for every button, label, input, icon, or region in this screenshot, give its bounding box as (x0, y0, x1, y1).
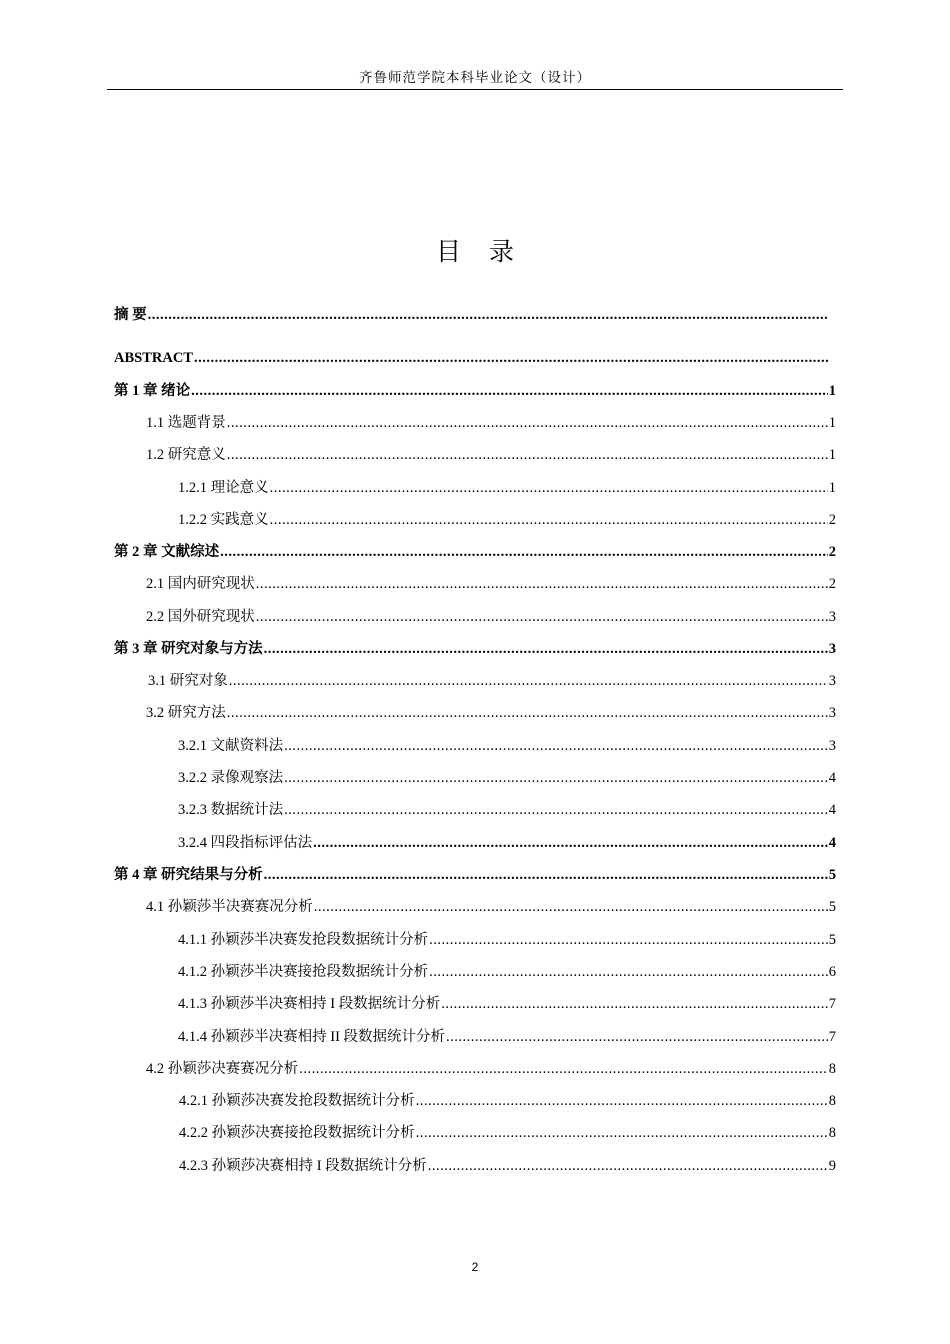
toc-dot-leader (284, 799, 828, 821)
toc-dot-leader (313, 832, 828, 854)
toc-entry-label: 3.1 研究对象 (148, 673, 228, 689)
toc-entry-label: 3.2 研究方法 (146, 705, 226, 721)
toc-dot-leader (264, 638, 828, 660)
toc-entry[interactable] (0, 961, 836, 983)
toc-entry[interactable] (0, 832, 836, 854)
toc-entry[interactable] (0, 444, 836, 466)
toc-entry-page: 1 (828, 415, 836, 431)
toc-dot-leader (284, 735, 828, 757)
toc-entry-label: 2.1 国内研究现状 (146, 576, 255, 592)
toc-entry-label: 1.1 选题背景 (146, 415, 226, 431)
toc-dot-leader (256, 606, 828, 628)
toc-entry-page: 1 (828, 447, 836, 463)
toc-entry-page: 4 (828, 835, 836, 851)
toc-dot-leader (256, 573, 828, 595)
toc-entry-page: 3 (828, 738, 836, 754)
toc-dot-leader (428, 1155, 828, 1177)
toc-entry-page: 8 (828, 1125, 836, 1141)
toc-entry-label: 4.1.1 孙颖莎半决赛发抢段数据统计分析 (178, 932, 429, 948)
toc-entry-page: 8 (828, 1061, 836, 1077)
toc-entry[interactable] (0, 509, 836, 531)
toc-dot-leader (148, 304, 828, 326)
toc-dot-leader (299, 1058, 828, 1080)
toc-entry-label: 4.2.2 孙颖莎决赛接抢段数据统计分析 (179, 1125, 415, 1141)
toc-entry-page: 3 (828, 641, 836, 657)
toc-entry-label: 3.2.1 文献资料法 (178, 738, 284, 754)
toc-entry-label: ABSTRACT (114, 350, 193, 366)
toc-entry-label: 4.2.3 孙颖莎决赛相持 I 段数据统计分析 (179, 1158, 427, 1174)
toc-entry-page: 2 (828, 512, 836, 528)
toc-entry-page: 3 (828, 705, 836, 721)
toc-entry[interactable] (0, 573, 836, 595)
toc-dot-leader (264, 864, 828, 886)
toc-entry-label: 4.1 孙颖莎半决赛赛况分析 (146, 899, 313, 915)
toc-entry-label: 1.2.2 实践意义 (178, 512, 269, 528)
toc-dot-leader (441, 993, 828, 1015)
toc-entry-page: 5 (828, 899, 836, 915)
toc-entry[interactable] (0, 541, 836, 563)
toc-dot-leader (446, 1026, 828, 1048)
toc-entry-label: 4.1.3 孙颖莎半决赛相持 I 段数据统计分析 (178, 996, 441, 1012)
toc-dot-leader (416, 1090, 828, 1112)
toc-dot-leader (429, 929, 828, 951)
toc-entry-page: 2 (828, 544, 836, 560)
toc-dot-leader (227, 702, 828, 724)
toc-entry-page: 9 (828, 1158, 836, 1174)
toc-entry[interactable] (0, 993, 836, 1015)
toc-entry[interactable] (0, 767, 836, 789)
toc-entry-label: 第 2 章 文献综述 (114, 544, 220, 560)
toc-entry-page: 3 (828, 673, 836, 689)
toc-entry-page: 8 (828, 1093, 836, 1109)
toc-dot-leader (220, 541, 828, 563)
toc-entry-page: 1 (828, 480, 836, 496)
toc-entry[interactable] (0, 1122, 836, 1144)
toc-entry[interactable] (0, 606, 836, 628)
toc-entry[interactable] (0, 1026, 836, 1048)
toc-entry[interactable] (0, 638, 836, 660)
toc-entry[interactable] (0, 347, 836, 369)
toc-dot-leader (284, 767, 828, 789)
toc-entry[interactable] (0, 929, 836, 951)
toc-entry[interactable] (0, 735, 836, 757)
toc-entry-page: 5 (828, 932, 836, 948)
toc-entry-label: 第 1 章 绪论 (114, 383, 191, 399)
toc-entry[interactable] (0, 304, 836, 326)
toc-entry-page: 7 (828, 1029, 836, 1045)
toc-entry-page: 7 (828, 996, 836, 1012)
running-header: 齐鲁师范学院本科毕业论文（设计） (359, 70, 591, 86)
toc-entry-page: 4 (828, 770, 836, 786)
toc-entry[interactable] (0, 702, 836, 724)
toc-entry-label: 4.2.1 孙颖莎决赛发抢段数据统计分析 (179, 1093, 415, 1109)
toc-entry[interactable] (0, 412, 836, 434)
toc-entry[interactable] (0, 670, 836, 692)
toc-entry-page: 1 (828, 383, 836, 399)
toc-entry[interactable] (0, 1058, 836, 1080)
toc-entry-label: 1.2 研究意义 (146, 447, 226, 463)
toc-entry[interactable] (0, 864, 836, 886)
toc-dot-leader (194, 347, 828, 369)
toc-entry-page: 2 (828, 576, 836, 592)
toc-entry-label: 摘 要 (114, 307, 147, 323)
page-number: 2 (471, 1260, 479, 1274)
toc-entry-label: 4.1.4 孙颖莎半决赛相持 II 段数据统计分析 (178, 1029, 446, 1045)
toc-entry[interactable] (0, 477, 836, 499)
toc-entry-page: 3 (828, 609, 836, 625)
toc-dot-leader (416, 1122, 828, 1144)
toc-entry[interactable] (0, 380, 836, 402)
toc-dot-leader (227, 412, 828, 434)
toc-entry-label: 第 4 章 研究结果与分析 (114, 867, 263, 883)
toc-dot-leader (270, 509, 828, 531)
toc-entry-label: 2.2 国外研究现状 (146, 609, 255, 625)
toc-dot-leader (227, 444, 828, 466)
toc-entry-label: 3.2.2 录像观察法 (178, 770, 284, 786)
toc-entry-label: 1.2.1 理论意义 (178, 480, 269, 496)
toc-entry[interactable] (0, 1090, 836, 1112)
toc-title: 目录 (435, 237, 542, 266)
toc-dot-leader (191, 380, 828, 402)
toc-entry[interactable] (0, 896, 836, 918)
toc-dot-leader (229, 670, 828, 692)
toc-entry-page: 4 (828, 802, 836, 818)
toc-dot-leader (429, 961, 828, 983)
toc-entry-label: 3.2.3 数据统计法 (178, 802, 284, 818)
toc-entry[interactable] (0, 1155, 836, 1177)
toc-dot-leader (314, 896, 828, 918)
toc-entry-label: 3.2.4 四段指标评估法 (178, 835, 313, 851)
toc-entry-label: 第 3 章 研究对象与方法 (114, 641, 263, 657)
toc-entry-page: 6 (828, 964, 836, 980)
toc-dot-leader (270, 477, 828, 499)
toc-entry-label: 4.2 孙颖莎决赛赛况分析 (146, 1061, 299, 1077)
toc-entry-page: 5 (828, 867, 836, 883)
toc-entry-label: 4.1.2 孙颖莎半决赛接抢段数据统计分析 (178, 964, 429, 980)
toc-entry[interactable] (0, 799, 836, 821)
